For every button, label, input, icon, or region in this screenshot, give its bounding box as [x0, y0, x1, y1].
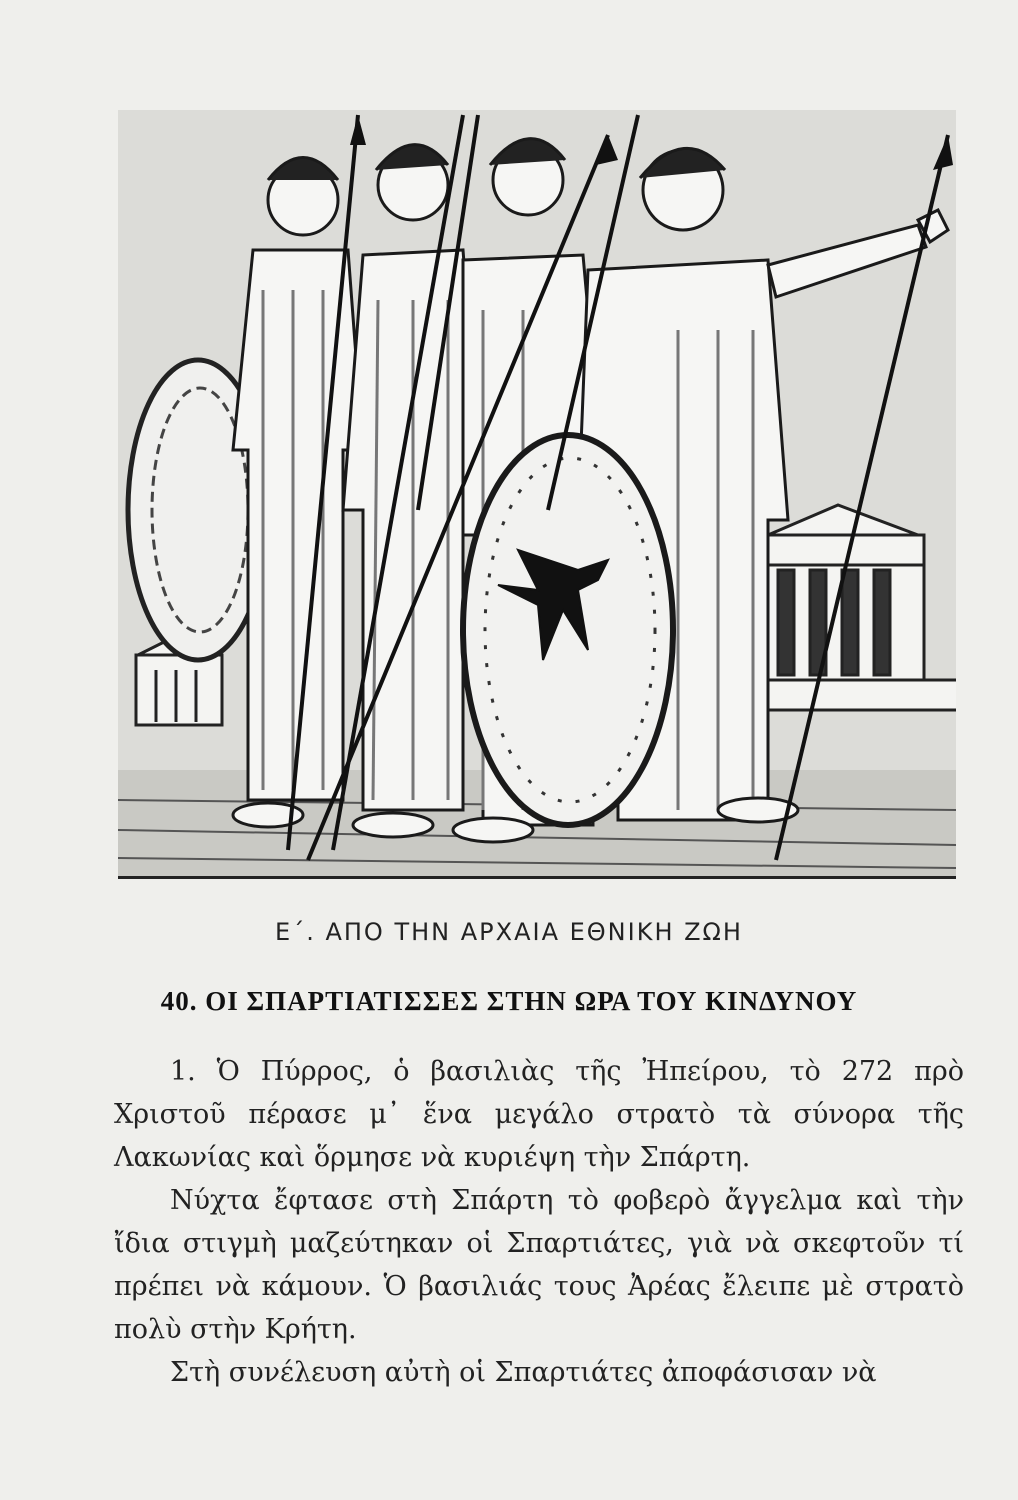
paragraph: Νύχτα ἔφτασε στὴ Σπάρτη τὸ φοβερὸ ἄγγελμα καὶ τὴν ἴδια στιγμὴ μαζεύτηκαν οἱ Σπαρτιάτες, γιὰ νὰ σκεφτοῦν τί πρέπει νὰ κάμουν. Ὁ βασιλιάς τους Ἀρέας ἔλειπε μὲ στρατὸ πολὺ στὴν Κρήτη. [114, 1185, 964, 1345]
section-heading: Ε΄. ΑΠΟ ΤΗΝ ΑΡΧΑΙΑ ΕΘΝΙΚΗ ΖΩΗ [275, 918, 743, 946]
spartan-women-illustration [118, 110, 956, 879]
paragraph: 1. Ὁ Πύρρος, ὁ βασιλιὰς τῆς Ἠπείρου, τὸ 272 πρὸ Χριστοῦ πέρασε μ᾽ ἕνα μεγάλο στρατὸ τὰ σύνορα τῆς Λακωνίας καὶ ὅρμησε νὰ κυριέψη τὴν Σπάρτη. [114, 1056, 964, 1173]
body-text [114, 1050, 964, 1394]
front-shield [463, 435, 673, 825]
spartan-women-drawing [118, 110, 956, 876]
lesson-title: 40. ΟΙ ΣΠΑΡΤΙΑΤΙΣΣΕΣ ΣΤΗΝ ΩΡΑ ΤΟΥ ΚΙΝΔΥΝΟΥ [160, 986, 858, 1016]
paragraph: Στὴ συνέλευση αὐτὴ οἱ Σπαρτιάτες ἀποφάσισαν νὰ [170, 1357, 877, 1388]
